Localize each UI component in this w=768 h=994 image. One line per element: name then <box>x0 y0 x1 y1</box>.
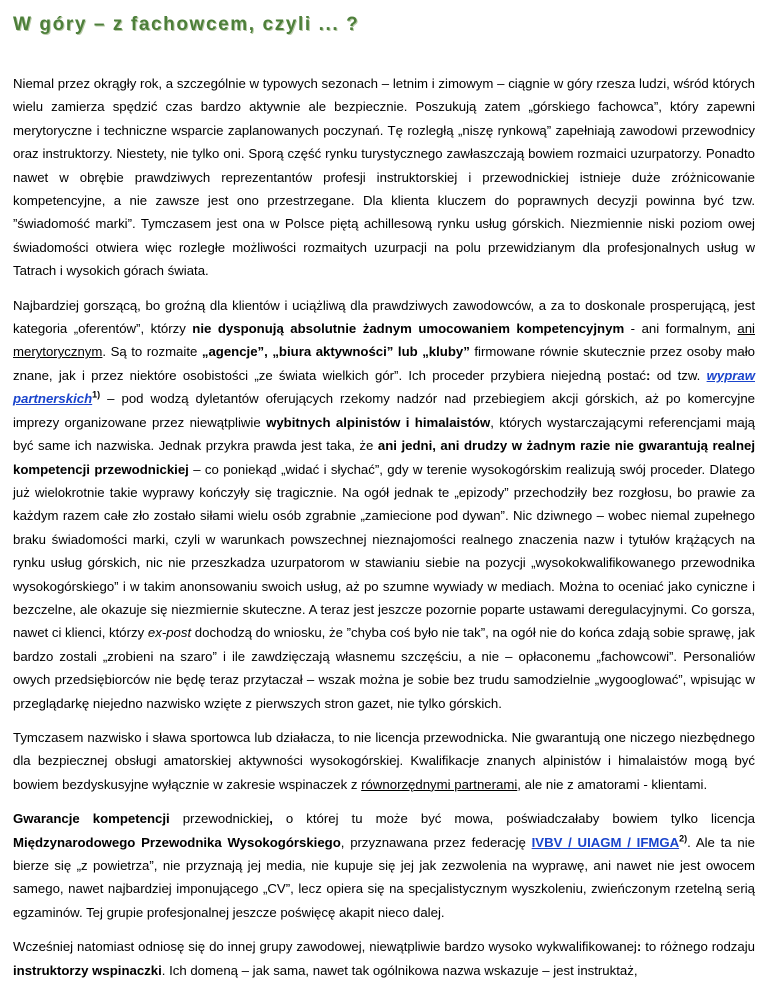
paragraph-2 <box>13 294 755 715</box>
text-run: przewodnickiej <box>169 811 270 827</box>
text-run: to różnego rodzaju <box>641 939 755 955</box>
bold-run: Międzynarodowego Przewodnika Wysokogórskiego <box>13 834 341 850</box>
paragraph-3 <box>13 726 755 796</box>
italic-run: ex-post <box>147 625 192 641</box>
bold-run: : <box>636 939 642 955</box>
text-run: – co poniekąd „widać i słychać”, gdy w terenie wysokogórskim realizują swój proceder. Dlatego już wielokrotnie takie wyprawy kończyły się tragicznie. Na ogół jednak te „epizody” przechodziły bez rozgłosu, bo prawie za każdym razem całe zło zostało siłami wielu osób zgrabnie „zamiecione pod dywan”. Nic dziwnego – wobec niemal zupełnego braku świadomości marki, czyli w warunkach powszechnej nieznajomości realnego znaczenia nazw i tytułów krążących na rynku usług górskich, nic nie przeszkadza uzurpatorom w stawianiu siebie na pozycji „wysokokwalifikowanego przewodnika wysokogórskiego” i w takim anonsowaniu swoich usług, aż po szumne wywiady w mediach. Można to oceniać jako cyniczne i bezczelne, ale okazuje się niezmiernie skuteczne. A teraz jest jeszcze pozornie poparte ustawami deregulacyjnymi. Co gorsza, nawet ci klienci, którzy <box>13 461 756 641</box>
text-run: o której tu może być mowa, poświadczałaby bowiem tylko licencja <box>272 811 756 827</box>
page-title: W góry – z fachowcem, czyli ... ? <box>13 14 360 35</box>
footnote-1-marker: 1) <box>92 389 101 400</box>
bold-run: „agencje”, „biura aktywności” lub „kluby” <box>201 344 470 360</box>
bold-run: nie dysponują absolutnie żadnym umocowaniem kompetencyjnym <box>192 321 625 337</box>
text-run: dochodzą do wniosku, że ”chyba coś było nie tak”, na ogół nie do końca zdają sobie sprawę, jak bardzo zostali „zrobieni na szaro” i ile zawdzięczają własnemu szczęściu, a nie – opłaconemu „fachowcowi”. Personaliów owych przedsiębiorców nie będę teraz przytaczał – wszak można je sobie bez trudu samodzielnie „wygooglować”, wpisując w przeglądarkę niejedno nazwisko wzięte z pierwszych stron gazet, nie tylko górskich. <box>13 625 756 711</box>
text-run: - ani formalnym, <box>624 321 738 337</box>
text-run: , ale nie z amatorami - klientami. <box>517 776 708 792</box>
text-run: – pod wodzą dyletantów oferujących rzekomy nadzór nad przebiegiem akcji górskich, aż po komercyjne imprezy organizowane przez niewątpliwie <box>13 391 755 430</box>
bold-run: , <box>269 811 273 827</box>
paragraph-4 <box>13 807 755 924</box>
bold-run: instruktorzy wspinaczki <box>13 962 162 978</box>
text-run: Wcześniej natomiast odniosę się do innej grupy zawodowej, niewątpliwie bardzo wysoko wykwalifikowanej <box>13 939 637 955</box>
text-run: . Ich domeną – jak sama, nawet tak ogólnikowa nazwa wskazuje – jest instruktaż, <box>161 962 638 978</box>
text-run: , przyznawana przez federację <box>340 834 532 850</box>
text-run: Tymczasem nazwisko i sława sportowca lub działacza, to nie licencja przewodnicka. Nie gwarantują one niczego niezbędnego dla bezpiecznej obsługi amatorskiej aktywności wysokogórskiej. Kwalifikacje znanych alpinistów i himalaistów mogą być bowiem bezdyskusyjne wyłącznie w zakresie wspinaczek z <box>13 729 755 792</box>
bold-run: wybitnych alpinistów i himalaistów <box>266 414 491 430</box>
paragraph-5 <box>13 935 755 982</box>
text-run: od tzw. <box>650 367 707 383</box>
link-wypraw-partnerskich[interactable]: wypraw partnerskich <box>13 367 755 407</box>
text-run: firmowane równie skutecznie przez osoby mało znane, jak i przez niektóre osobistości „ze świata wielkich gór”. Ich proceder przybiera niejedną postać <box>13 344 755 383</box>
underlined-run: równorzędnymi partnerami <box>361 776 518 792</box>
paragraph-1 <box>13 72 755 283</box>
link-ivbv-uiagm-ifmga[interactable]: IVBV / UIAGM / IFMGA <box>531 834 680 850</box>
underlined-run: ani merytorycznym <box>13 321 755 360</box>
paragraph-1-text: Niemal przez okrągły rok, a szczególnie w typowych sezonach – letnim i zimowym – ciągnie w góry rzesza ludzi, wśród których wielu zamierza spędzić czas bardzo aktywnie ale bezpiecznie. Poszukują zatem „górskiego fachowca”, który zapewni merytoryczne i techniczne wsparcie zaplanowanych poczynań. Tę rozległą „niszę rynkową” zapełniają zawodowi przewodnicy oraz instruktorzy. Niestety, nie tylko oni. Sporą część rynku turystycznego zawłaszczają bowiem rozmaici uzurpatorzy. Ponadto nawet w obrębie prawdziwych reprezentantów profesji instruktorskiej i przewodnickiej istnieje duże zróżnicowanie kompetencyjne, a nie zawsze jest ono przestrzegane. Dla klienta kluczem do poprawnych decyzji powinna być tzw. ”świadomość marki”. Tymczasem jest ona w Polsce piętą achillesową rynku usług górskich. Niezmiennie niski poziom owej świadomości otwiera więc rozległe możliwości rozmaitych uzurpacji na polu przewidzianym dla profesjonalnych usług w Tatrach i wysokich górach świata. <box>13 76 755 279</box>
bold-run: : <box>646 367 651 383</box>
text-run: Najbardziej gorszącą, bo groźną dla klientów i uciążliwą dla prawdziwych zawodowców, a za to doskonale prosperującą, jest kategoria „oferentów”, którzy <box>13 297 755 337</box>
footnote-2-marker: 2) <box>679 833 688 844</box>
text-run: . Są to rozmaite <box>102 344 202 360</box>
text-run: , których wystarczającymi referencjami mają być same ich nazwiska. Jednak przykra prawda jest taka, że <box>13 414 755 454</box>
bold-run: ani jedni, ani drudzy w żadnym razie nie gwarantują realnej kompetencji przewodnickiej <box>13 438 756 477</box>
bold-run: Gwarancje kompetencji <box>13 811 170 827</box>
text-run: . Ale ta nie bierze się „z powietrza”, nie przyznają jej media, nie kupuje się jej jak zezwolenia na wyprawę, ani nawet nie jest owocem samego, nawet najbardziej imponującego „CV”, lecz opiera się na specjalistycznym wyszkoleniu, zwieńczonym rzetelną serią egzaminów. Tej grupie profesjonalnej jeszcze poświęcę akapit nieco dalej. <box>13 834 755 920</box>
